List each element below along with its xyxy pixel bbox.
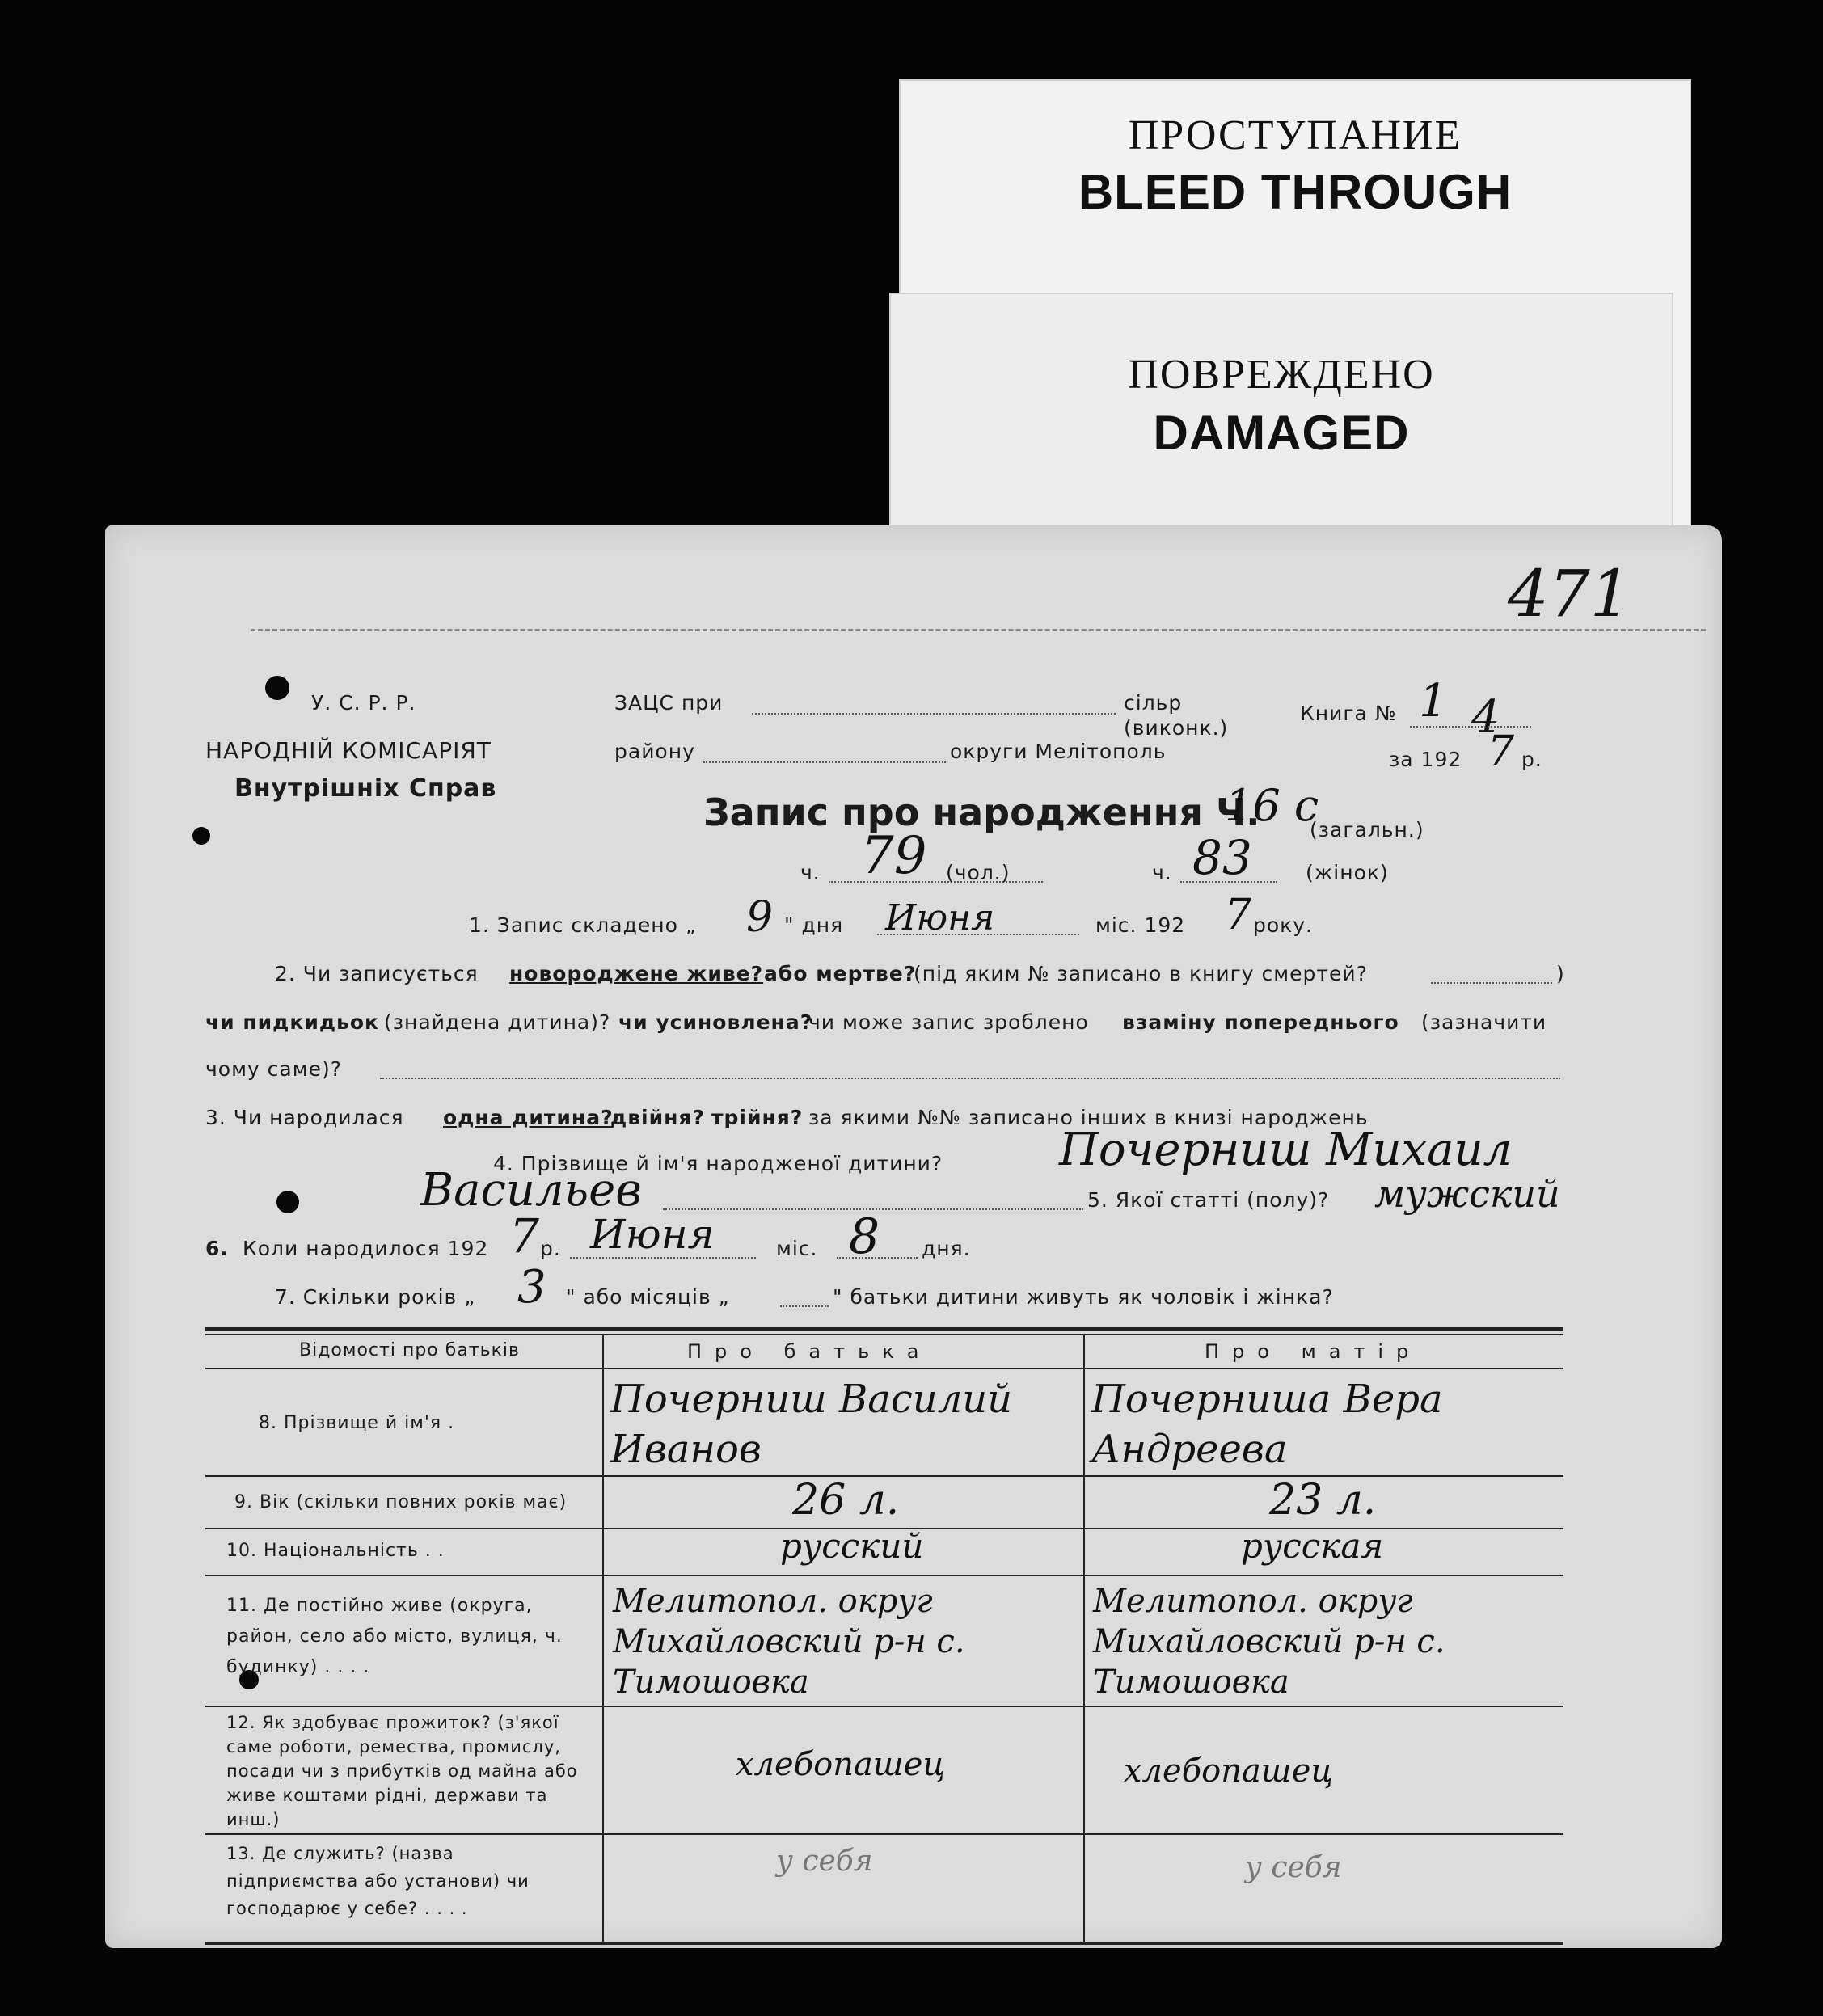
q2-close: ): [1556, 962, 1565, 985]
zags-label: ЗАЦС при: [614, 691, 724, 715]
q2-death-book: (під яким № записано в книгу смертей?: [914, 962, 1368, 985]
total-label: (загальн.): [1310, 818, 1424, 841]
q3-triplets: трійня?: [711, 1106, 804, 1129]
q4-child-name: Почерниш Михаил: [1059, 1124, 1513, 1176]
q2-text: 2. Чи записується: [275, 962, 479, 985]
row-label-age: 9. Вік (скільки повних років має): [234, 1492, 568, 1512]
mother-name: Почерниша Вера Андреева: [1091, 1377, 1443, 1472]
punch-hole: [276, 1191, 299, 1213]
silrada-label: сільр: [1124, 691, 1183, 715]
okrug-label: округи Мелітополь: [950, 740, 1167, 763]
q3-text: 3. Чи народилася: [205, 1106, 404, 1129]
male-label: (чол.): [946, 861, 1011, 884]
q2-why: чому саме)?: [205, 1057, 342, 1081]
year-hw: 7: [1488, 728, 1515, 776]
mother-age: 23 л.: [1269, 1476, 1377, 1525]
mother-residence: Мелитопол. округ Михайловский р-н с. Тимошовка: [1093, 1583, 1445, 1701]
father-income: хлебопашец: [736, 1746, 946, 1783]
row-label-residence: 11. Де постійно живе (округа, район, село або місто, вулиця, ч. будинку) . . . .: [226, 1596, 563, 1677]
row-label-nationality: 10. Національність . .: [226, 1541, 445, 1561]
q1-year: 7: [1225, 891, 1252, 939]
q3-numbers: за якими №№ записано інших в книзі народжень: [808, 1106, 1369, 1129]
mother-nationality: русская: [1241, 1526, 1384, 1566]
page-number: 471: [1508, 556, 1631, 631]
q1-year-label: року.: [1253, 913, 1314, 937]
book-label: Книга №: [1300, 702, 1397, 725]
q1-day: 9: [746, 893, 774, 942]
damaged-ru: ПОВРЕЖДЕНО: [1128, 352, 1435, 398]
q6-day-label: дня.: [922, 1237, 971, 1260]
q4-child-patronymic: Васильев: [420, 1164, 642, 1217]
table-header-info: Відомості про батьків: [299, 1340, 520, 1360]
row-label-employment: 13. Де служить? (назва підприємства або установи) чи господарює у себе? . . . .: [226, 1844, 530, 1918]
vykonk-label: (виконк.): [1124, 716, 1229, 740]
q2-dead: або мертве?: [764, 962, 917, 985]
table-header-mother: Про матір: [1205, 1340, 1422, 1363]
damaged-card: [889, 293, 1673, 535]
q2-replace-text: чи може запис зроблено: [808, 1010, 1089, 1034]
q3-one: одна дитина?: [443, 1106, 614, 1129]
bleed-through-en: BLEED THROUGH: [1078, 165, 1513, 219]
book-number: 1: [1419, 675, 1448, 728]
q1-month-label: міс. 192: [1095, 913, 1186, 937]
punch-hole: [265, 676, 289, 700]
q1-month: Июня: [885, 897, 995, 938]
father-nationality: русский: [780, 1526, 924, 1566]
father-name: Почерниш Василий Иванов: [610, 1377, 1013, 1472]
father-employment: у себя: [776, 1845, 873, 1878]
perforation-line: [251, 629, 1706, 631]
q5-text: 5. Якої статті (полу)?: [1087, 1188, 1330, 1212]
year-label: за 192: [1389, 748, 1462, 771]
female-count: 83: [1192, 830, 1252, 885]
record-title: Запис про народження Ч.: [703, 791, 1260, 834]
book-extra: 4: [1471, 691, 1500, 744]
row-label-income: 12. Як здобуває прожиток? (з'якої саме роботи, ремества, промислу, посади чи з прибутків од майна або живе коштами рідні, держави та инш.): [226, 1713, 578, 1829]
male-num-prefix: ч.: [800, 861, 821, 884]
father-age: 26 л.: [792, 1476, 900, 1525]
q7-years: 3: [517, 1261, 546, 1314]
year-suffix: р.: [1521, 748, 1542, 771]
bleed-through-ru: ПРОСТУПАНИЕ: [1128, 112, 1462, 158]
q6-text: Коли народилося 192: [243, 1237, 489, 1260]
q1-text: 1. Запис складено „: [469, 913, 697, 937]
q2-adopted: чи усиновлена?: [618, 1010, 813, 1034]
damaged-en: DAMAGED: [1153, 406, 1410, 460]
q6-month-label: міс.: [776, 1237, 818, 1260]
female-num-prefix: ч.: [1152, 861, 1172, 884]
q3-twins: двійня?: [610, 1106, 705, 1129]
q6-month: Июня: [590, 1211, 715, 1258]
q2-live: новороджене живе?: [509, 962, 764, 985]
female-label: (жінок): [1306, 861, 1389, 884]
ussr-label: У. С. Р. Р.: [311, 691, 416, 715]
q5-sex: мужский: [1374, 1172, 1560, 1216]
q7-text: 7. Скільки років „: [275, 1285, 476, 1309]
q2-specify: (зазначити: [1421, 1010, 1547, 1034]
birth-record-document: [105, 525, 1722, 1948]
male-count: 79: [861, 826, 927, 886]
q2-replace: взаміну попереднього: [1122, 1010, 1399, 1034]
q6-day: 8: [849, 1208, 880, 1265]
q1-day-label: " дня: [784, 913, 844, 937]
punch-hole: [192, 827, 210, 845]
father-residence: Мелитопол. округ Михайловский р-н с. Тимошовка: [613, 1583, 965, 1701]
mother-income: хлебопашец: [1124, 1752, 1334, 1790]
table-header-father: Про батька: [687, 1340, 932, 1363]
q2-found-child: (знайдена дитина)?: [384, 1010, 611, 1034]
q6-number: 6.: [205, 1237, 229, 1260]
q7-months: " або місяців „: [566, 1285, 730, 1309]
mother-employment: у себя: [1245, 1851, 1342, 1884]
internal-affairs-label: Внутрішніх Справ: [234, 774, 497, 803]
q6-year: 7: [509, 1208, 539, 1263]
record-number: 16 с: [1225, 780, 1319, 831]
rayon-label: району: [614, 740, 695, 763]
q7-rest: " батьки дитини живуть як чоловік і жінка?: [833, 1285, 1334, 1309]
q2-foundling: чи пидкидьок: [205, 1010, 379, 1034]
row-label-name: 8. Прізвище й ім'я .: [259, 1413, 455, 1433]
q6-year-suffix: р.: [540, 1237, 561, 1260]
q4-text: 4. Прізвище й ім'я народженої дитини?: [493, 1152, 943, 1175]
commissariat-label: НАРОДНІЙ КОМІСАРІЯТ: [205, 737, 492, 764]
